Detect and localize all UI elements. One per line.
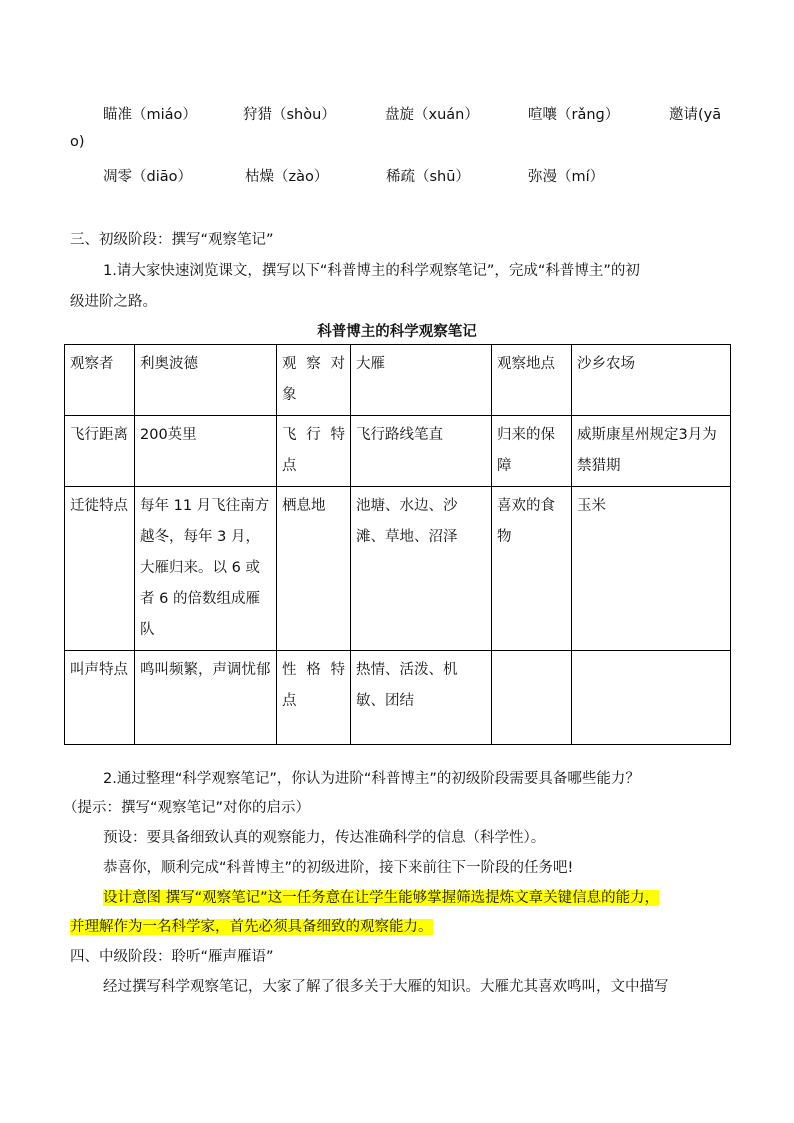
table-cell: 热情、活泼、机敏、团结 xyxy=(351,651,492,745)
table-cell: 飞行路线笔直 xyxy=(351,416,492,487)
table-cell: 威斯康星州规定3月为禁猎期 xyxy=(572,416,731,487)
table-cell: 沙乡农场 xyxy=(572,345,731,416)
vocab-item-wrap: o) xyxy=(70,134,85,150)
table-row xyxy=(65,416,731,487)
table-cell: 利奥波德 xyxy=(135,345,277,416)
table-cell: 飞 行 特 点 xyxy=(277,416,351,487)
design-intent-cont xyxy=(70,915,433,936)
design-intent-highlight: 并理解作为一名科学家，首先必须具备细致的观察能力。 xyxy=(70,919,433,935)
table-cell: 迁徙特点 xyxy=(65,487,135,651)
table-cell: 喜欢的食物 xyxy=(492,487,572,651)
table-cell: 池塘、水边、沙滩、草地、沼泽 xyxy=(351,487,492,651)
table-row xyxy=(65,651,731,745)
question-2-hint: （提示：撰写“观察笔记”对你的启示） xyxy=(63,800,311,816)
vocab-item: 枯燥（zào） xyxy=(245,169,329,185)
congrats-text: 恭喜你，顺利完成“科普博主”的初级进阶，接下来前往下一阶段的任务吧! xyxy=(103,860,574,876)
vocab-item: 喧嚷（rǎnɡ） xyxy=(528,107,620,123)
vocab-item: 稀疏（shū） xyxy=(386,169,470,185)
section-heading: 三、初级阶段：撰写“观察笔记” xyxy=(70,232,274,248)
table-cell: 每年 11 月飞往南方越冬，每年 3 月，大雁归来。以 6 或者 6 的倍数组成雁队 xyxy=(135,487,277,651)
table-cell xyxy=(492,651,572,745)
table-cell: 叫声特点 xyxy=(65,651,135,745)
table-cell xyxy=(572,651,731,745)
table-cell: 鸣叫频繁，声调忧郁 xyxy=(135,651,277,745)
design-intent xyxy=(103,886,659,907)
vocab-item: 盘旋（xuán） xyxy=(385,107,479,123)
preset-answer: 预设：要具备细致认真的观察能力，传达准确科学的信息（科学性）。 xyxy=(103,830,546,846)
vocab-item: 凋零（diāo） xyxy=(103,169,192,185)
table-cell: 性 格 特 点 xyxy=(277,651,351,745)
paragraph: 经过撰写科学观察笔记，大家了解了很多关于大雁的知识。大雁尤其喜欢鸣叫，文中描写 xyxy=(103,979,669,995)
table-cell: 200英里 xyxy=(135,416,277,487)
vocab-item: 邀请(yā xyxy=(669,107,722,123)
question-2: 2.通过整理“科学观察笔记”，你认为进阶“科普博主”的初级阶段需要具备哪些能力？ xyxy=(103,771,640,787)
table-cell: 观察地点 xyxy=(492,345,572,416)
observation-notes-table xyxy=(64,344,731,745)
vocab-item: 弥漫（mí） xyxy=(528,169,605,185)
table-cell: 玉米 xyxy=(572,487,731,651)
table-cell: 飞行距离 xyxy=(65,416,135,487)
table-cell: 大雁 xyxy=(351,345,492,416)
table-cell: 观察者 xyxy=(65,345,135,416)
question-1-cont: 级进阶之路。 xyxy=(70,294,157,310)
table-row xyxy=(65,345,731,416)
design-intent-highlight: 设计意图 撰写“观察笔记”这一任务意在让学生能够掌握筛选提炼文章关键信息的能力， xyxy=(103,890,660,906)
table-cell: 观 察 对 象 xyxy=(277,345,351,416)
vocab-item: 狩猎（shòu） xyxy=(243,107,336,123)
table-cell: 归来的保障 xyxy=(492,416,572,487)
table-cell: 栖息地 xyxy=(277,487,351,651)
table-title: 科普博主的科学观察笔记 xyxy=(317,324,477,340)
section-heading: 四、中级阶段：聆听“雁声雁语” xyxy=(70,949,274,965)
vocab-item: 瞄准（miáo） xyxy=(103,107,197,123)
question-1: 1.请大家快速浏览课文，撰写以下“科普博主的科学观察笔记”，完成“科普博主”的初 xyxy=(103,263,640,279)
table-row xyxy=(65,487,731,651)
